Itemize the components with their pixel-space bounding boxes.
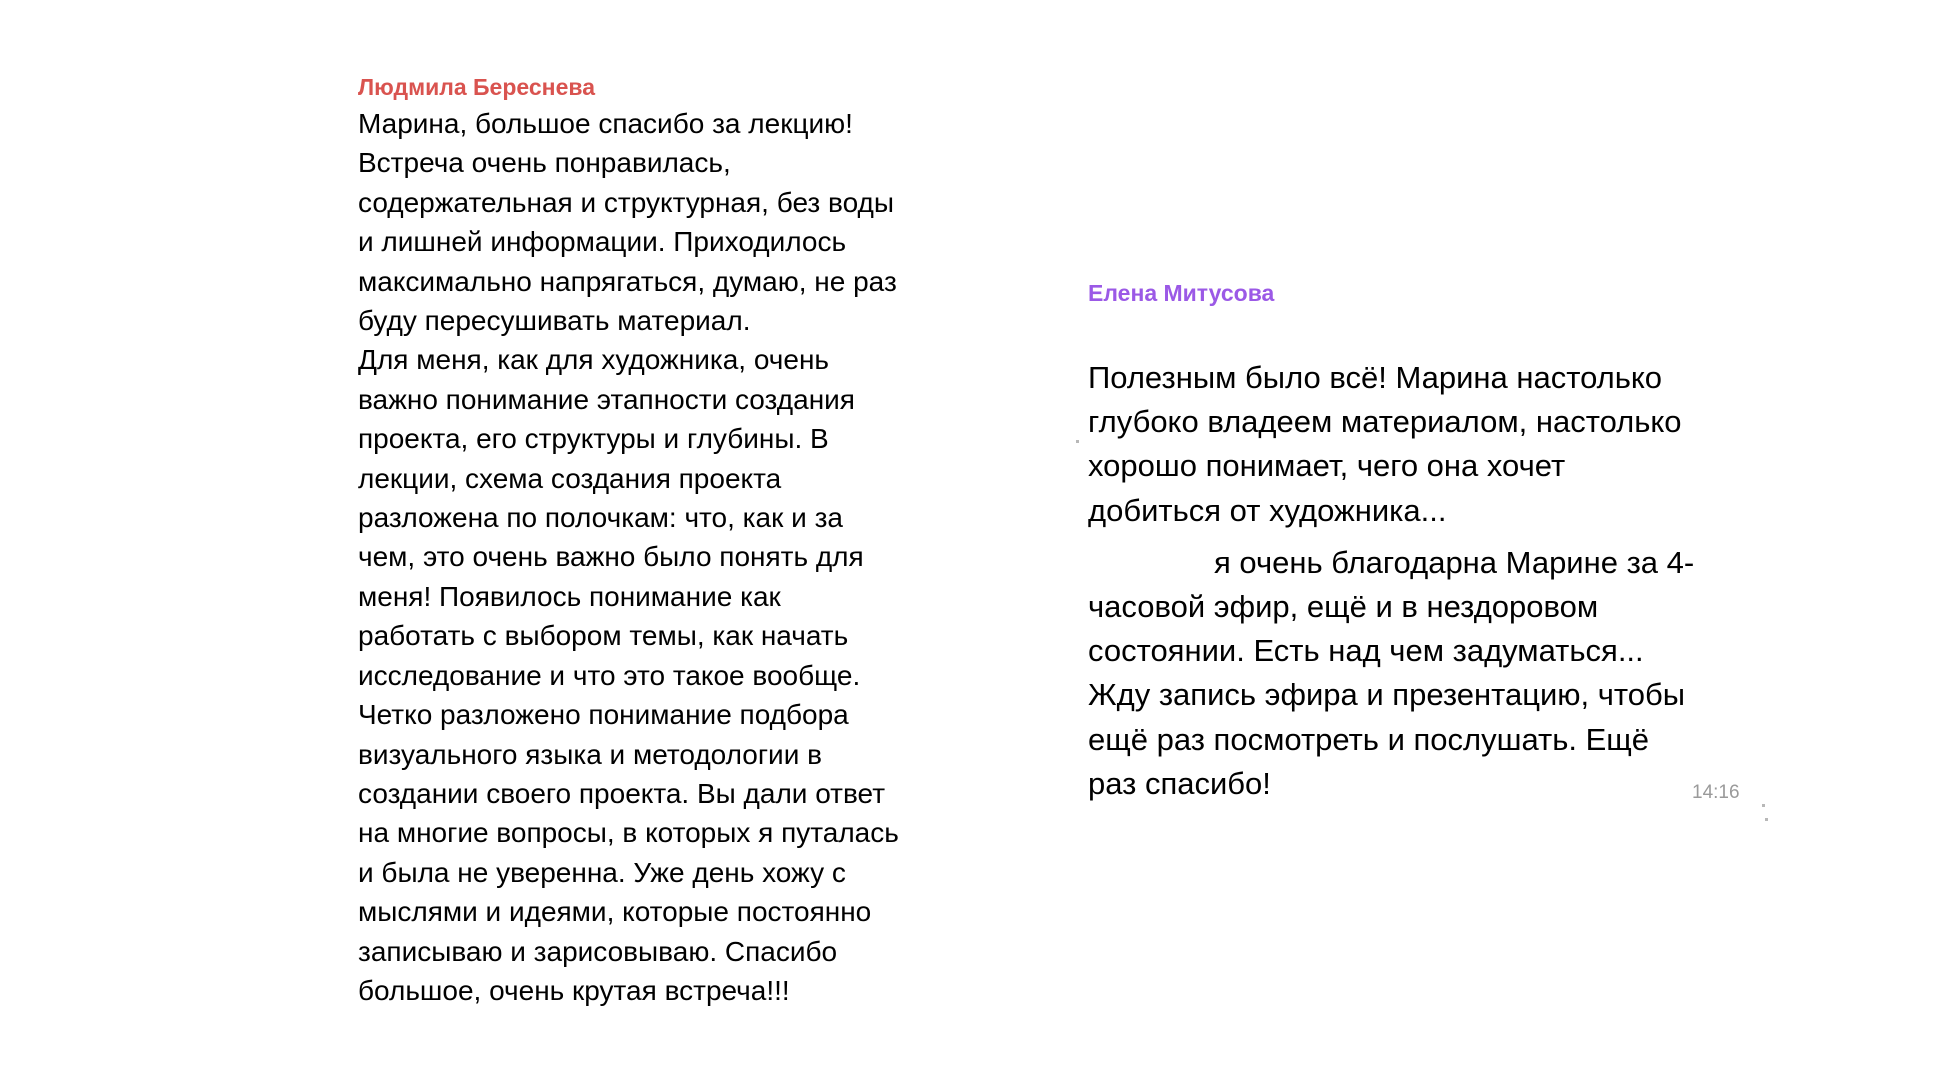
message-line: лекции, схема создания проекта	[358, 462, 782, 494]
message-line: ещё раз посмотреть и послушать. Ещё	[1088, 721, 1650, 757]
bubble-edge-mark	[1765, 818, 1768, 821]
message-line: на многие вопросы, в которых я путалась	[358, 817, 899, 849]
bubble-edge-mark	[1762, 804, 1765, 807]
message-line: буду пересушивать материал.	[358, 305, 751, 337]
message-line: Полезным было всё! Марина настолько	[1088, 360, 1663, 395]
message-line: максимально напрягаться, думаю, не раз	[358, 265, 897, 297]
message-line: глубоко владеем материалом, настолько	[1088, 404, 1682, 440]
message-timestamp: 14:16	[1692, 782, 1740, 803]
message-elena	[1088, 276, 1788, 830]
message-line: работать с выбором темы, как начать	[358, 620, 849, 652]
message-line: содержательная и структурная, без воды	[358, 186, 894, 218]
message-line: визуального языка и методологии в	[358, 738, 822, 770]
sender-name: Людмила Береснева	[358, 74, 595, 100]
message-line: разложена по полочкам: что, как и за	[358, 502, 843, 534]
message-line: Марина, большое спасибо за лекцию!	[358, 108, 853, 139]
message-line: записываю и зарисовываю. Спасибо	[358, 935, 838, 967]
message-line: большое, очень крутая встреча!!!	[358, 974, 790, 1006]
message-line: меня! Появилось понимание как	[358, 580, 781, 612]
message-line: часовой эфир, ещё и в нездоровом	[1088, 589, 1599, 625]
message-line: и была не уверенна. Уже день хожу с	[358, 856, 846, 888]
message-line: раз спасибо!	[1088, 765, 1271, 801]
message-ludmila	[358, 70, 978, 1010]
message-line: исследование и что это такое вообще.	[358, 659, 861, 691]
message-line: создании своего проекта. Вы дали ответ	[358, 777, 886, 809]
message-line: проекта, его структуры и глубины. В	[358, 423, 829, 455]
message-line: и лишней информации. Приходилось	[358, 226, 847, 258]
message-line: важно понимание этапности создания	[358, 383, 855, 415]
message-text	[1088, 356, 1694, 806]
message-line: Встреча очень понравилась,	[358, 147, 731, 179]
bubble-edge-mark	[1076, 440, 1079, 443]
message-text	[358, 104, 978, 1010]
message-line: хорошо понимает, чего она хочет	[1088, 448, 1566, 484]
message-line: Для меня, как для художника, очень	[358, 344, 829, 376]
sender-name: Елена Митусова	[1088, 280, 1275, 306]
message-line: мыслями и идеями, которые постоянно	[358, 896, 872, 928]
message-line: я очень благодарна Марине за 4-	[1214, 544, 1695, 580]
message-line: Четко разложено понимание подбора	[358, 699, 849, 731]
paragraph-gap	[1088, 533, 1694, 541]
message-line: Жду запись эфира и презентацию, чтобы	[1088, 677, 1686, 713]
message-line: добиться от художника...	[1088, 492, 1447, 528]
message-line: чем, это очень важно было понять для	[358, 541, 864, 573]
message-line: состоянии. Есть над чем задуматься...	[1088, 633, 1644, 669]
